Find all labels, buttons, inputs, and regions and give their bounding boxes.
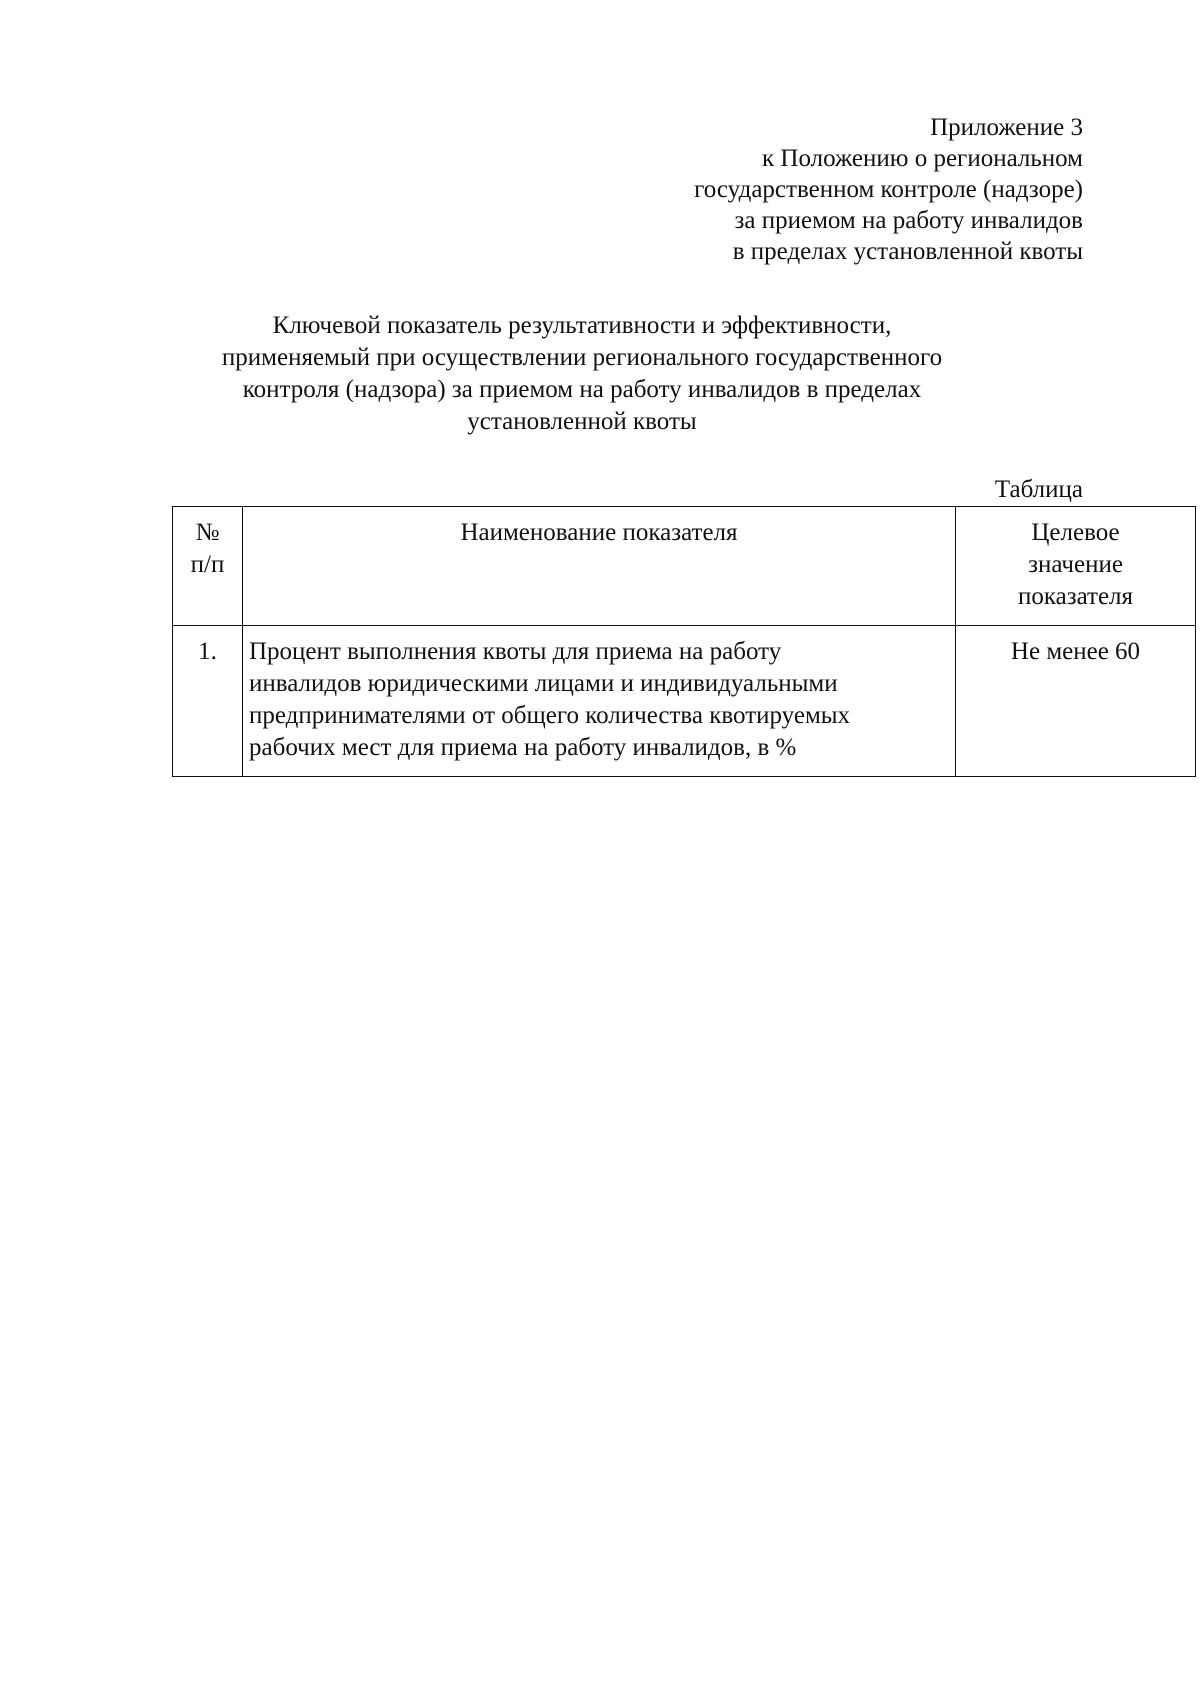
- header-number-line: №: [195, 519, 220, 546]
- row-name-line: предпринимателями от общего количества квотируемых: [249, 702, 851, 729]
- header-target-line: значение: [1028, 551, 1123, 578]
- table-row: [173, 626, 1196, 777]
- row-name-line: Процент выполнения квоты для приема на работу: [249, 638, 782, 665]
- row-name: [243, 626, 956, 777]
- document-title: [172, 310, 992, 438]
- header-target-line: показателя: [1017, 583, 1134, 610]
- title-line: применяемый при осуществлении регионального государственного: [221, 344, 943, 371]
- title-line: контроля (надзора) за приемом на работу инвалидов в пределах: [242, 376, 922, 403]
- annex-header: [463, 112, 1083, 267]
- row-number: 1.: [173, 626, 243, 777]
- annex-line: за приемом на работу инвалидов: [734, 207, 1083, 234]
- title-line: Ключевой показатель результативности и эффективности,: [272, 312, 892, 339]
- row-name-line: рабочих мест для приема на работу инвалидов, в %: [249, 734, 797, 761]
- annex-line: государственном контроле (надзоре): [694, 176, 1083, 203]
- header-target-line: Целевое: [1031, 519, 1120, 546]
- annex-line: к Положению о региональном: [762, 145, 1083, 172]
- header-number: [173, 507, 243, 626]
- row-name-line: инвалидов юридическими лицами и индивидуальными: [249, 670, 838, 697]
- annex-line: Приложение 3: [930, 114, 1083, 141]
- title-line: установленной квоты: [467, 408, 697, 435]
- annex-line: в пределах установленной квоты: [732, 238, 1083, 265]
- table-header-row: [173, 507, 1196, 626]
- kpi-table: [172, 506, 1196, 777]
- header-number-line: п/п: [190, 551, 225, 578]
- table-label: Таблица: [994, 476, 1083, 503]
- header-name: Наименование показателя: [243, 507, 956, 626]
- row-target: Не менее 60: [956, 626, 1196, 777]
- header-target: [956, 507, 1196, 626]
